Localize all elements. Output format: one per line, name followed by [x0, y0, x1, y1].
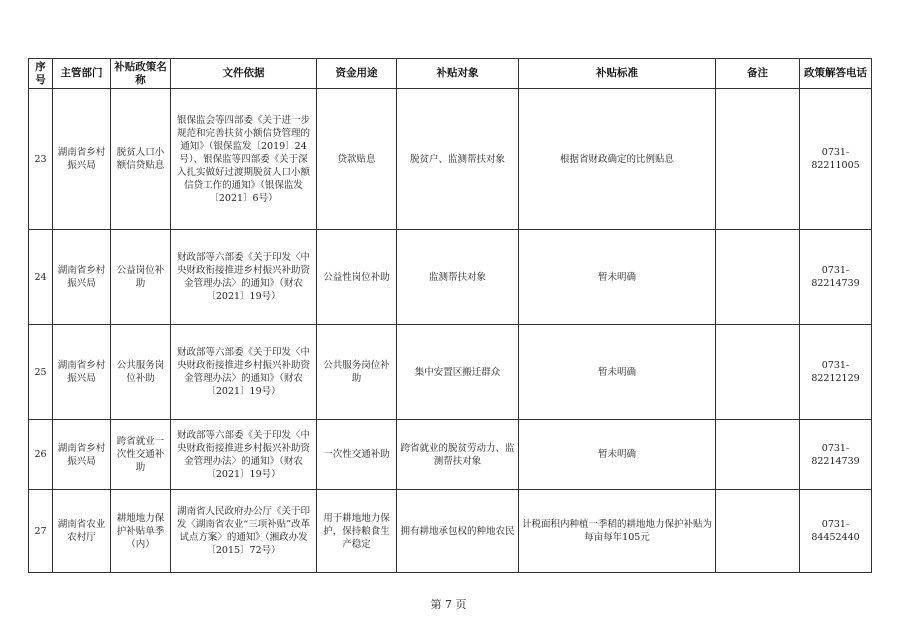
cell-policy: 公益岗位补助: [111, 230, 171, 325]
table-row: [29, 325, 872, 420]
cell-usage: 一次性交通补助: [317, 420, 397, 490]
cell-dept: 湖南省农业农村厅: [53, 490, 111, 573]
cell-dept: 湖南省乡村振兴局: [53, 420, 111, 490]
cell-remark: [716, 230, 800, 325]
cell-remark: [716, 89, 800, 230]
cell-policy: 公共服务岗位补助: [111, 325, 171, 420]
header-dept: 主管部门: [53, 59, 111, 89]
cell-basis: 财政部等六部委《关于印发〈中央财政衔接推进乡村振兴补助资金管理办法〉的通知》（财农〔2021〕19号）: [171, 420, 317, 490]
cell-basis: 银保监会等四部委《关于进一步规范和完善扶贫小额信贷管理的通知》（银保监发〔2019〕24号）、银保监等四部委《关于深入扎实做好过渡期脱贫人口小额信贷工作的通知》（银保监发〔2021〕6号）: [171, 89, 317, 230]
cell-seq: 25: [29, 325, 53, 420]
cell-seq: 24: [29, 230, 53, 325]
header-remark: 备注: [716, 59, 800, 89]
cell-seq: 23: [29, 89, 53, 230]
cell-standard: 计税面积内种植一季稻的耕地地力保护补贴为每亩每年105元: [519, 490, 716, 573]
subsidy-policy-table: [28, 58, 872, 573]
cell-phone: 0731-82211005: [800, 89, 872, 230]
table-row: [29, 420, 872, 490]
cell-basis: 湖南省人民政府办公厅《关于印发〈湖南省农业“三项补贴”改革试点方案〉的通知》（湘政办发〔2015〕72号）: [171, 490, 317, 573]
header-basis: 文件依据: [171, 59, 317, 89]
table-row: [29, 89, 872, 230]
cell-policy: 脱贫人口小额信贷贴息: [111, 89, 171, 230]
cell-dept: 湖南省乡村振兴局: [53, 325, 111, 420]
cell-phone: 0731-82214739: [800, 420, 872, 490]
cell-policy: 跨省就业一次性交通补助: [111, 420, 171, 490]
cell-remark: [716, 325, 800, 420]
page-number: 第 7 页: [430, 598, 467, 611]
header-policy: 补贴政策名称: [111, 59, 171, 89]
cell-policy: 耕地地力保护补贴单季（内）: [111, 490, 171, 573]
cell-target: 监测帮扶对象: [397, 230, 519, 325]
cell-remark: [716, 420, 800, 490]
cell-phone: 0731-82214739: [800, 230, 872, 325]
header-standard: 补贴标准: [519, 59, 716, 89]
cell-remark: [716, 490, 800, 573]
table-row: [29, 230, 872, 325]
cell-usage: 公益性岗位补助: [317, 230, 397, 325]
cell-seq: 26: [29, 420, 53, 490]
cell-dept: 湖南省乡村振兴局: [53, 89, 111, 230]
header-target: 补贴对象: [397, 59, 519, 89]
header-phone: 政策解答电话: [800, 59, 872, 89]
header-usage: 资金用途: [317, 59, 397, 89]
cell-dept: 湖南省乡村振兴局: [53, 230, 111, 325]
header-seq: 序号: [29, 59, 53, 89]
cell-standard: 暂未明确: [519, 230, 716, 325]
cell-target: 跨省就业的脱贫劳动力、监测帮扶对象: [397, 420, 519, 490]
cell-usage: 公共服务岗位补助: [317, 325, 397, 420]
cell-seq: 27: [29, 490, 53, 573]
cell-basis: 财政部等六部委《关于印发〈中央财政衔接推进乡村振兴补助资金管理办法〉的通知》（财农〔2021〕19号）: [171, 230, 317, 325]
cell-standard: 根据省财政确定的比例贴息: [519, 89, 716, 230]
cell-standard: 暂未明确: [519, 420, 716, 490]
cell-phone: 0731-82212129: [800, 325, 872, 420]
table-row: [29, 490, 872, 573]
cell-target: 拥有耕地承包权的种地农民: [397, 490, 519, 573]
cell-basis: 财政部等六部委《关于印发〈中央财政衔接推进乡村振兴补助资金管理办法〉的通知》（财农〔2021〕19号）: [171, 325, 317, 420]
cell-target: 脱贫户、监测帮扶对象: [397, 89, 519, 230]
header-row: [29, 59, 872, 89]
cell-usage: 用于耕地地力保护，保持粮食生产稳定: [317, 490, 397, 573]
cell-standard: 暂未明确: [519, 325, 716, 420]
cell-target: 集中安置区搬迁群众: [397, 325, 519, 420]
cell-phone: 0731-84452440: [800, 490, 872, 573]
cell-usage: 贷款贴息: [317, 89, 397, 230]
